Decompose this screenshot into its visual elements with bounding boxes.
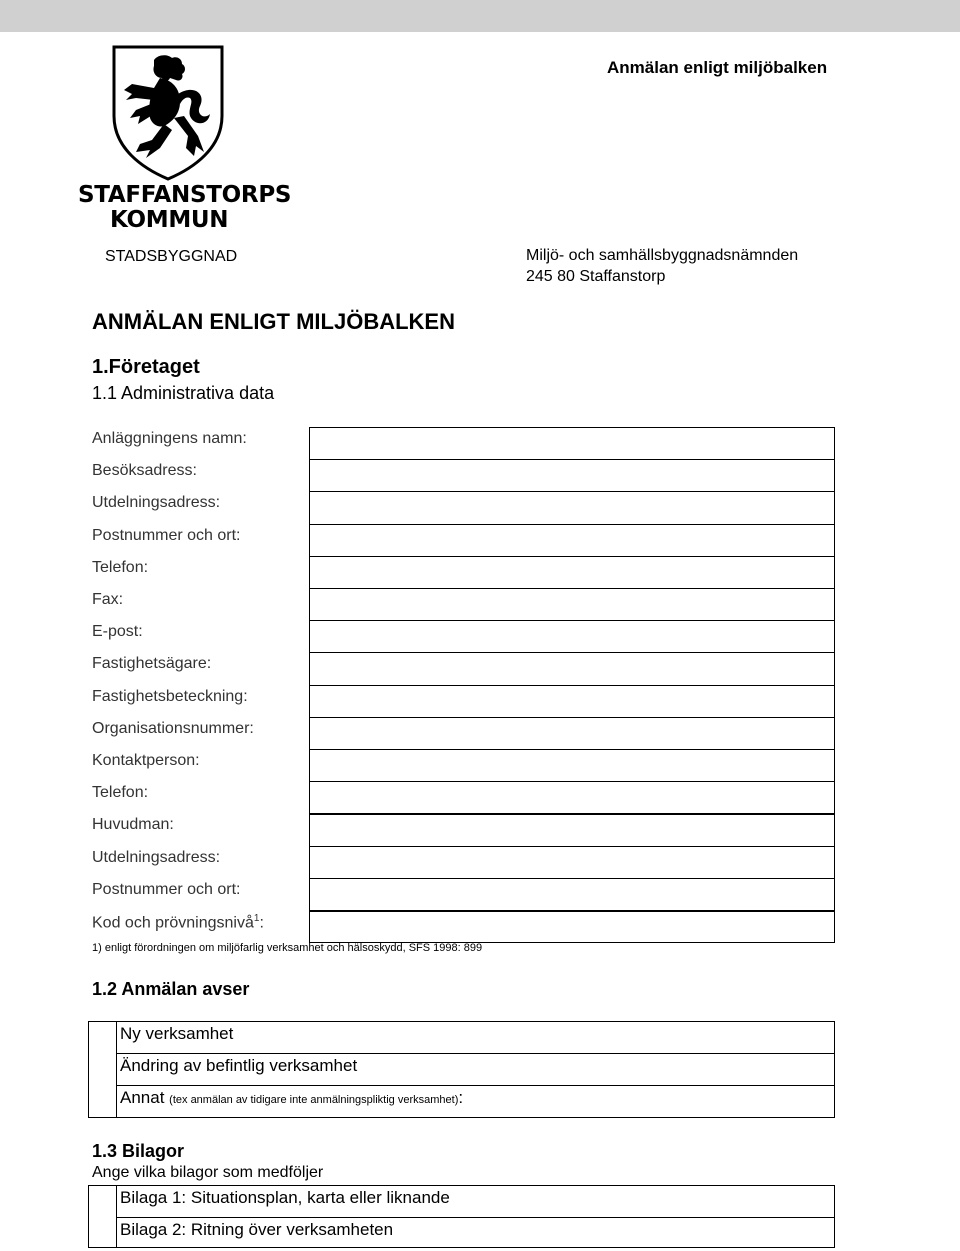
form-field-label: Postnummer och ort: <box>92 527 241 544</box>
code-level-input[interactable] <box>311 912 831 940</box>
option-other-note: (tex anmälan av tidigare inte anmälningspliktig verksamhet) <box>169 1094 459 1106</box>
option-other <box>120 1088 463 1108</box>
form-field-label: Huvudman: <box>92 816 174 833</box>
form-column-border <box>309 427 310 942</box>
code-level-label <box>92 913 264 932</box>
form-field-label: Fastighetsbeteckning: <box>92 688 248 705</box>
form-row-divider <box>309 685 835 686</box>
attachments-instruction: Ange vilka bilagor som medföljer <box>92 1164 324 1181</box>
form-field-label: Besöksadress: <box>92 462 197 479</box>
checkbox-new-operation[interactable] <box>89 1022 115 1053</box>
form-field-input[interactable] <box>311 461 831 489</box>
form-field-input[interactable] <box>311 848 831 876</box>
form-field-label: Postnummer och ort: <box>92 881 241 898</box>
section-1-2-heading: 1.2 Anmälan avser <box>92 979 250 999</box>
form-field-input[interactable] <box>311 719 831 747</box>
coat-of-arms-logo <box>110 44 226 182</box>
checkbox-change-operation[interactable] <box>89 1054 115 1085</box>
form-field-label: Kontaktperson: <box>92 752 200 769</box>
recipient-postal-address: 245 80 Staffanstorp <box>526 268 666 285</box>
form-row-divider <box>309 781 835 782</box>
option-attachment-2: Bilaga 2: Ritning över verksamheten <box>120 1220 394 1239</box>
form-field-label: Fastighetsägare: <box>92 655 212 672</box>
form-field-input[interactable] <box>311 558 831 586</box>
form-field-input[interactable] <box>311 590 831 618</box>
option-change-operation: Ändring av befintlig verksamhet <box>120 1056 358 1075</box>
form-field-input[interactable] <box>311 493 831 521</box>
section-1-1-heading: 1.1 Administrativa data <box>92 383 275 403</box>
form-field-input[interactable] <box>311 880 831 908</box>
option-new-operation: Ny verksamhet <box>120 1024 234 1043</box>
form-row-divider <box>309 427 835 428</box>
form-row-divider <box>309 556 835 557</box>
form-field-input[interactable] <box>311 751 831 779</box>
form-row-divider <box>309 652 835 653</box>
form-field-input[interactable] <box>311 429 831 457</box>
recipient-name: Miljö- och samhällsbyggnadsnämnden <box>526 247 799 264</box>
form-field-label: Telefon: <box>92 784 149 801</box>
top-bar <box>0 0 960 32</box>
checkbox-attachment-2[interactable] <box>89 1218 115 1247</box>
form-row-divider <box>309 717 835 718</box>
form-field-label: Fax: <box>92 591 124 608</box>
form-row-divider <box>309 846 835 847</box>
footnote-marker: 1 <box>253 913 260 924</box>
code-level-colon: : <box>259 914 264 932</box>
option-attachment-1: Bilaga 1: Situationsplan, karta eller liknande <box>120 1188 450 1207</box>
department-name: STADSBYGGNAD <box>105 248 238 265</box>
form-row-divider <box>309 588 835 589</box>
document-header-title: Anmälan enligt miljöbalken <box>607 58 828 77</box>
form-field-label: Utdelningsadress: <box>92 849 221 866</box>
form-field-input[interactable] <box>311 815 831 843</box>
form-field-input[interactable] <box>311 687 831 715</box>
form-row-divider <box>309 878 835 879</box>
option-other-suffix: : <box>458 1088 464 1107</box>
form-row-divider <box>309 491 835 492</box>
form-field-label: Anläggningens namn: <box>92 430 247 447</box>
form-field-input[interactable] <box>311 783 831 811</box>
form-row-divider <box>309 459 835 460</box>
form-field-label: Organisationsnummer: <box>92 720 254 737</box>
section-1-3-heading: 1.3 Bilagor <box>92 1141 185 1161</box>
checkbox-attachment-1[interactable] <box>89 1186 115 1217</box>
form-row-divider <box>309 524 835 525</box>
form-row-divider <box>309 749 835 750</box>
option-other-label: Annat <box>120 1088 165 1107</box>
form-field-label: Utdelningsadress: <box>92 494 221 511</box>
section-1-heading: 1.Företaget <box>92 356 200 378</box>
form-field-input[interactable] <box>311 654 831 682</box>
checkbox-other[interactable] <box>89 1086 115 1117</box>
footnote: 1) enligt förordningen om miljöfarlig verksamhet och hälsoskydd, SFS 1998: 899 <box>92 942 483 954</box>
form-field-label: Telefon: <box>92 559 149 576</box>
page-title: ANMÄLAN ENLIGT MILJÖBALKEN <box>92 309 455 334</box>
form-field-input[interactable] <box>311 526 831 554</box>
municipality-name-line2: KOMMUN <box>110 207 229 233</box>
form-row-divider <box>309 620 835 621</box>
form-column-border <box>834 427 835 942</box>
form-field-label: E-post: <box>92 623 143 640</box>
form-field-input[interactable] <box>311 622 831 650</box>
code-level-text: Kod och prövningsnivå <box>92 914 254 932</box>
municipality-name-line1: STAFFANSTORPS <box>78 182 292 208</box>
